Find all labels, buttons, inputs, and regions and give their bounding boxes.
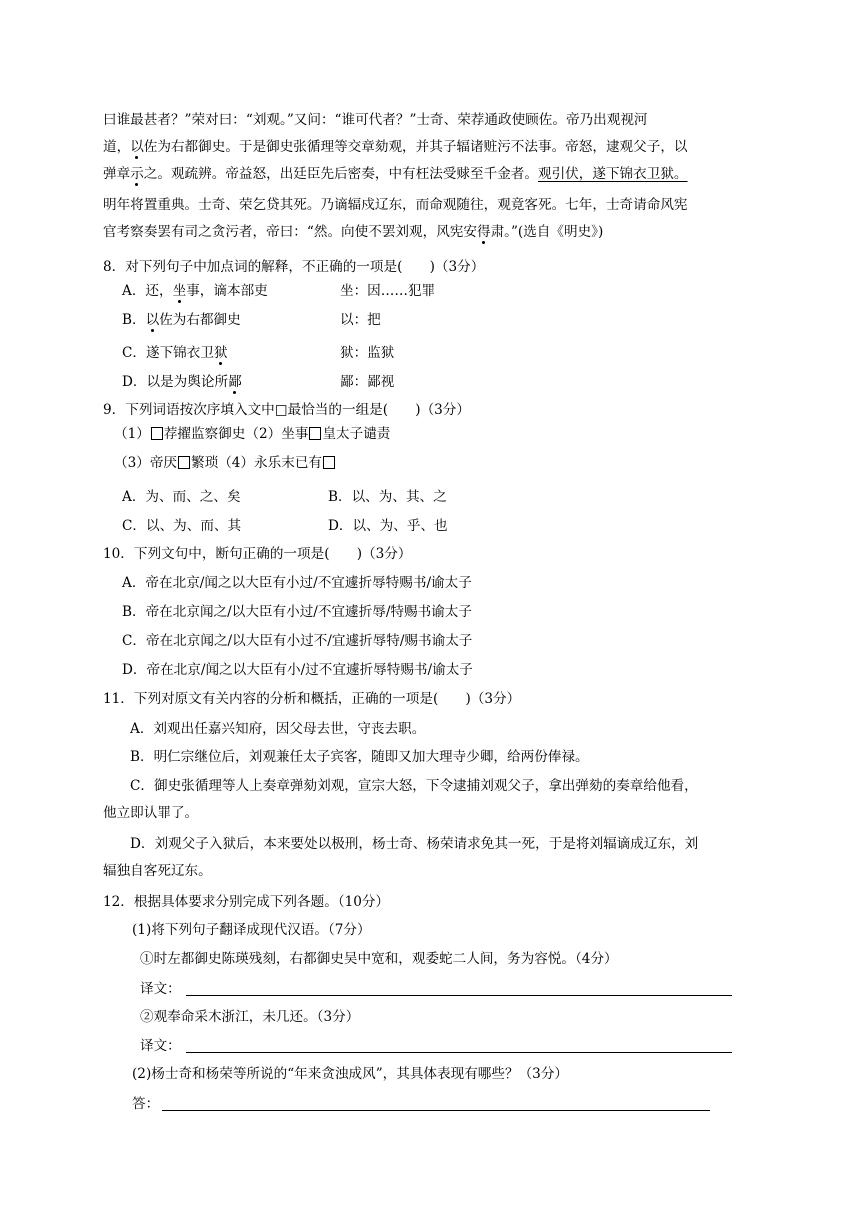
question-text: (1)将下列句子翻译成现代汉语。（7分） xyxy=(132,922,371,938)
passage-line-3 xyxy=(103,164,763,184)
option-text: 事，谪本部吏 xyxy=(186,283,268,299)
option-text: B．帝在北京闻之/以大臣有小过/不宜遽折辱/特赐书谕太子 xyxy=(122,604,472,620)
option-explanation: 以：把 xyxy=(340,312,381,328)
passage-text: 官考察奏罢有司之贪污者，帝曰：“然。向使不罢刘观，风宪安 xyxy=(103,224,477,240)
q10-option-b[interactable] xyxy=(122,602,782,622)
option-text: B． xyxy=(122,312,146,328)
answer-line-2[interactable] xyxy=(186,1052,732,1053)
option-explanation: 狱：监狱 xyxy=(340,345,395,361)
option-explanation: 鄙：鄙视 xyxy=(340,374,395,390)
q9-option-d[interactable]: D．以、为、乎、也 xyxy=(328,518,448,534)
passage-text: 弹章 xyxy=(103,166,131,182)
option-text: D．帝在北京/闻之以大臣有小/过不宜遽折辱特赐书/谕太子 xyxy=(122,662,473,678)
question-8-stem xyxy=(103,257,763,277)
item-text: （3）帝厌 xyxy=(114,455,178,471)
q11-option-d[interactable] xyxy=(130,834,790,854)
passage-line-4 xyxy=(103,195,763,215)
emphasis-dotted-word: 以 xyxy=(145,312,160,328)
q8-option-c[interactable] xyxy=(122,343,782,363)
question-11-stem xyxy=(103,689,763,709)
item-text: 皇太子谴责 xyxy=(322,426,391,442)
q9-options-row-1 xyxy=(122,487,782,507)
question-9-stem xyxy=(103,400,763,420)
question-12-stem xyxy=(103,892,763,912)
q12-part-1 xyxy=(132,920,792,940)
option-text: D．以是为舆论所 xyxy=(122,374,229,390)
option-text: C．御史张循理等人上奏章弹劾刘观，宣宗大怒，下令逮捕刘观父子，拿出弹劾的奏章给他看， xyxy=(130,778,698,794)
q11-option-a[interactable] xyxy=(130,719,790,739)
blank-box[interactable] xyxy=(309,427,321,440)
question-text: ①时左都御史陈瑛残刻，右都御史吴中宽和，观委蛇二人间，务为容悦。（4分） xyxy=(140,951,618,967)
passage-line-2 xyxy=(103,137,763,157)
q9-options-row-2 xyxy=(122,516,782,536)
emphasis-dotted-word: 鄙 xyxy=(228,374,242,390)
blank-box[interactable] xyxy=(323,456,335,469)
question-text: ②观奉命采木浙江，未几还。（3分） xyxy=(140,1009,360,1025)
q12-answer-2-label xyxy=(140,1036,800,1056)
option-text: 辐独自客死辽东。 xyxy=(103,863,212,879)
option-text: C．遂下锦衣卫 xyxy=(122,345,214,361)
q9-item-row-2 xyxy=(114,453,774,473)
passage-text: 之。观疏辨。帝益怒，出廷臣先后密奏，中有枉法受赇至千金者。 xyxy=(143,166,538,182)
q8-option-a[interactable] xyxy=(122,281,782,301)
q9-option-b[interactable]: B．以、为、其、之 xyxy=(328,489,447,505)
option-text: A．刘观出任嘉兴知府，因父母去世，守丧去职。 xyxy=(130,721,426,737)
q11-option-d-cont xyxy=(103,861,763,881)
answer-line-3[interactable] xyxy=(162,1110,710,1111)
item-text: 繁琐（4）永乐末已有 xyxy=(191,455,323,471)
answer-label: 译文： xyxy=(140,981,181,997)
passage-text: 道， xyxy=(103,139,131,155)
question-text: 8．对下列句子中加点词的解释，不正确的一项是( )（3分） xyxy=(103,259,485,275)
emphasis-dotted-word: 狱 xyxy=(213,345,228,361)
q12-part-2 xyxy=(132,1064,792,1084)
q12-answer-3-label xyxy=(132,1094,792,1114)
q10-option-c[interactable] xyxy=(122,631,782,651)
option-text: B．明仁宗继位后，刘观兼任太子宾客，随即又加大理寺少卿，给两份俸禄。 xyxy=(130,749,589,765)
q11-option-b[interactable] xyxy=(130,747,790,767)
passage-text: 佐为右都御史。于是御史张循理等交章劾观，并其子辐诸赃污不法事。帝怒，逮观父子，以 xyxy=(143,139,688,155)
question-10-stem xyxy=(103,544,763,564)
passage-line-1 xyxy=(103,110,763,130)
question-text: 9．下列词语按次序填入文中□最恰当的一组是( )（3分） xyxy=(103,402,470,418)
underlined-sentence: 观引伏，遂下锦衣卫狱。 xyxy=(538,166,688,182)
q11-option-c-cont xyxy=(103,803,763,823)
option-text: D．刘观父子入狱后，本来要处以极刑，杨士奇、杨荣请求免其一死，于是将刘辐谪成辽东，刘 xyxy=(130,836,699,852)
item-text: 荐擢监察御史（2）坐事 xyxy=(163,426,309,442)
blank-box[interactable] xyxy=(178,456,190,469)
emphasis-dotted-word: 示 xyxy=(130,166,144,182)
question-text: 10．下列文句中，断句正确的一项是( )（3分） xyxy=(103,546,412,562)
q9-option-a[interactable]: A．为、而、之、矣 xyxy=(122,489,241,505)
q11-option-c[interactable] xyxy=(130,776,790,796)
blank-box[interactable] xyxy=(151,427,163,440)
question-text: 11．下列对原文有关内容的分析和概括，正确的一项是( )（3分） xyxy=(103,691,521,707)
question-text: 12．根据具体要求分别完成下列各题。（10分） xyxy=(103,894,390,910)
question-text: (2)杨士奇和杨荣等所说的“年来贪浊成风”，其具体表现有哪些？（3分） xyxy=(132,1066,569,1082)
passage-text: 肃。”(选自《明史》) xyxy=(490,224,604,240)
q10-option-d[interactable] xyxy=(122,660,782,680)
emphasis-dotted-word: 以 xyxy=(130,139,144,155)
emphasis-dotted-word: 坐 xyxy=(172,283,187,299)
passage-text: 曰谁最甚者？”荣对曰：“刘观。”又问：“谁可代者？”士奇、荣荐通政使顾佐。帝乃出观视河 xyxy=(103,112,648,128)
option-text: C．帝在北京闻之/以大臣有小过不/宜遽折辱特/赐书谕太子 xyxy=(122,633,473,649)
passage-line-5 xyxy=(103,222,763,242)
option-text: 佐为右都御史 xyxy=(159,312,241,328)
answer-label: 译文： xyxy=(140,1038,181,1054)
option-text: A．还， xyxy=(122,283,173,299)
q12-sentence-2 xyxy=(140,1007,800,1027)
q12-sentence-1 xyxy=(140,949,800,969)
q9-option-c[interactable]: C．以、为、而、其 xyxy=(122,518,242,534)
option-text: A．帝在北京/闻之以大臣有小过/不宜遽折辱特赐书/谕太子 xyxy=(122,575,472,591)
q12-answer-1-label xyxy=(140,979,800,999)
q9-item-row-1 xyxy=(114,424,774,444)
option-text: 他立即认罪了。 xyxy=(103,805,199,821)
q8-option-b[interactable] xyxy=(122,310,782,330)
answer-line-1[interactable] xyxy=(186,995,732,996)
q8-option-d[interactable] xyxy=(122,372,782,392)
answer-label: 答： xyxy=(132,1096,160,1112)
option-explanation: 坐：因……犯罪 xyxy=(340,283,436,299)
passage-text: 明年将置重典。士奇、荣乞贷其死。乃谪辐戍辽东，而命观随往，观竟客死。七年，士奇请命风宪 xyxy=(103,197,688,213)
q10-option-a[interactable] xyxy=(122,573,782,593)
emphasis-dotted-word: 得 xyxy=(476,224,491,240)
item-text: （1） xyxy=(114,426,150,442)
